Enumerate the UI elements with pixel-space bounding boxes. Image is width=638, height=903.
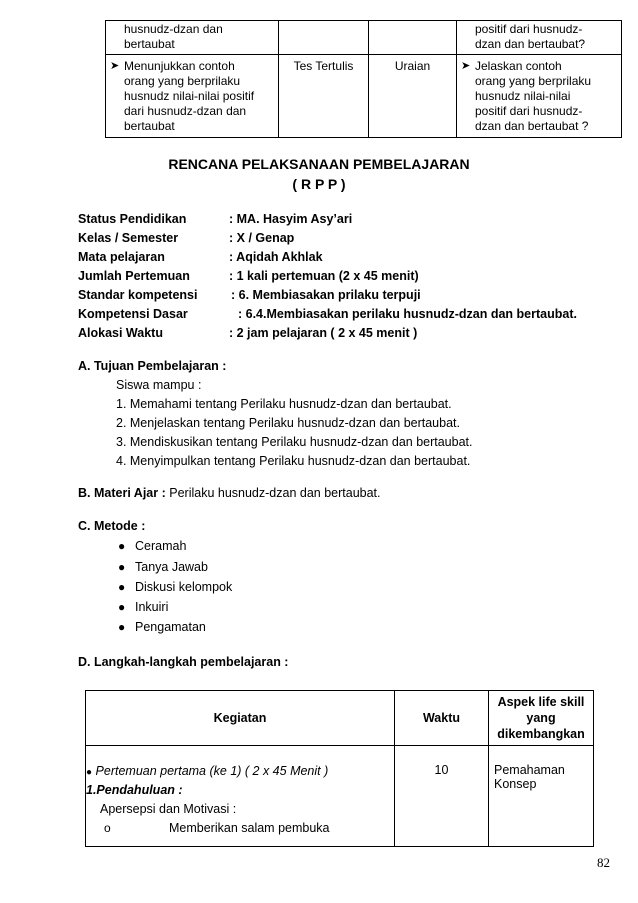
table-cell [106,21,279,55]
method-item: Diskusi kelompok [135,580,233,594]
meeting-line [86,764,328,778]
aspek-line: Konsep [494,777,537,791]
cell-text-line: bertaubat [124,37,175,51]
cell-text-line: husnudz nilai-nilai [475,89,571,103]
step-text: Memberikan salam pembuka [169,821,330,835]
table-cell [395,746,489,847]
cell-text-line: husnudz nilai-nilai positif [124,89,255,103]
info-value: : 6. Membiasakan prilaku terpuji [231,288,421,302]
table-row [106,21,622,55]
section-heading-tujuan: A. Tujuan Pembelajaran : [78,359,227,373]
table-cell [457,21,622,55]
section-heading-materi: B. Materi Ajar : [78,486,166,500]
section-materi [78,486,381,500]
section-materi-text: Perilaku husnudz-dzan dan bertaubat. [165,486,381,500]
bullet-dot-icon: ● [118,600,126,614]
header-kegiatan: Kegiatan [213,711,267,725]
method-item: Ceramah [135,539,187,553]
table-cell [279,21,369,55]
cell-text-line: orang yang berprilaku [124,74,241,88]
table-cell [106,55,279,138]
table-cell [457,55,622,138]
page-title: RENCANA PELAKSANAAN PEMBELAJARAN [168,156,470,172]
cell-text-line: bertaubat [124,119,175,133]
page-number: 82 [597,855,610,870]
info-label: Mata pelajaran [78,250,165,264]
bullet-dot-icon: ● [118,539,126,553]
circle-bullet-icon: o [104,821,111,835]
info-value: : 1 kali pertemuan (2 x 45 menit) [229,269,419,283]
table-cell [86,746,395,847]
info-value: : MA. Hasyim Asy’ari [229,212,353,226]
assessment-technique: Tes Tertulis [293,59,354,73]
phase-sub: Apersepsi dan Motivasi : [100,802,237,816]
cell-text-line: husnudz-dzan dan [124,22,223,36]
objective-item: 2. Menjelaskan tentang Perilaku husnudz-dzan dan bertaubat. [116,416,460,430]
bullet-dot-icon: ● [118,560,126,574]
info-label: Status Pendidikan [78,212,187,226]
info-label: Jumlah Pertemuan [78,269,190,283]
cell-text-line: dzan dan bertaubat ? [475,119,589,133]
objective-item: 1. Memahami tentang Perilaku husnudz-dzan dan bertaubat. [116,397,452,411]
cell-text-line: dzan dan bertaubat? [475,37,586,51]
section-heading-langkah: D. Langkah-langkah pembelajaran : [78,655,289,669]
method-item: Inkuiri [135,600,169,614]
table-cell [279,55,369,138]
header-aspek-line: Aspek life skill [497,695,585,709]
bullet-dot-icon: ● [86,767,93,778]
table-cell [369,55,457,138]
arrow-bullet-icon: ➤ [461,60,471,72]
cell-text-line: Menunjukkan contoh [124,59,235,73]
info-value: : 2 jam pelajaran ( 2 x 45 menit ) [229,326,418,340]
cell-text-line: positif dari husnudz- [475,22,583,36]
table-cell [369,21,457,55]
table-header-cell [395,691,489,746]
evaluation-table-continuation [105,20,622,138]
section-heading-metode: C. Metode : [78,519,146,533]
method-item: Tanya Jawab [135,560,208,574]
assessment-form: Uraian [394,59,431,73]
method-item: Pengamatan [135,620,206,634]
header-aspek-line: yang [526,711,556,725]
header-aspek [489,691,593,745]
learning-steps-table [85,690,594,847]
table-cell [489,746,594,847]
aspek-line: Pemahaman [494,763,565,777]
bullet-dot-icon: ● [118,620,126,634]
section-intro: Siswa mampu : [116,378,202,392]
table-header-cell [489,691,594,746]
header-waktu: Waktu [422,711,461,725]
info-label: Kelas / Semester [78,231,179,245]
objective-item: 3. Mendiskusikan tentang Perilaku husnudz-dzan dan bertaubat. [116,435,473,449]
header-aspek-line: dikembangkan [497,727,585,741]
page-subtitle: ( R P P ) [292,176,346,192]
arrow-bullet-icon: ➤ [110,60,120,72]
table-row [86,746,594,847]
table-header-row [86,691,594,746]
cell-text-line: dari husnudz-dzan dan [124,104,247,118]
objective-item: 4. Menyimpulkan tentang Perilaku husnudz-dzan dan bertaubat. [116,454,471,468]
cell-text-line: Jelaskan contoh [475,59,562,73]
info-label: Alokasi Waktu [78,326,163,340]
info-value: : X / Genap [229,231,295,245]
info-label: Standar kompetensi [78,288,198,302]
phase-title: 1.Pendahuluan : [86,783,183,797]
cell-text-line: positif dari husnudz- [475,104,583,118]
table-row [106,55,622,138]
meeting-text: Pertemuan pertama (ke 1) ( 2 x 45 Menit ) [95,764,329,778]
waktu-value: 10 [434,763,449,777]
info-value: : Aqidah Akhlak [229,250,323,264]
info-value: : 6.4.Membiasakan perilaku husnudz-dzan dan bertaubat. [238,307,577,321]
bullet-dot-icon: ● [118,580,126,594]
cell-text-line: orang yang berprilaku [475,74,592,88]
table-header-cell [86,691,395,746]
info-label: Kompetensi Dasar [78,307,188,321]
